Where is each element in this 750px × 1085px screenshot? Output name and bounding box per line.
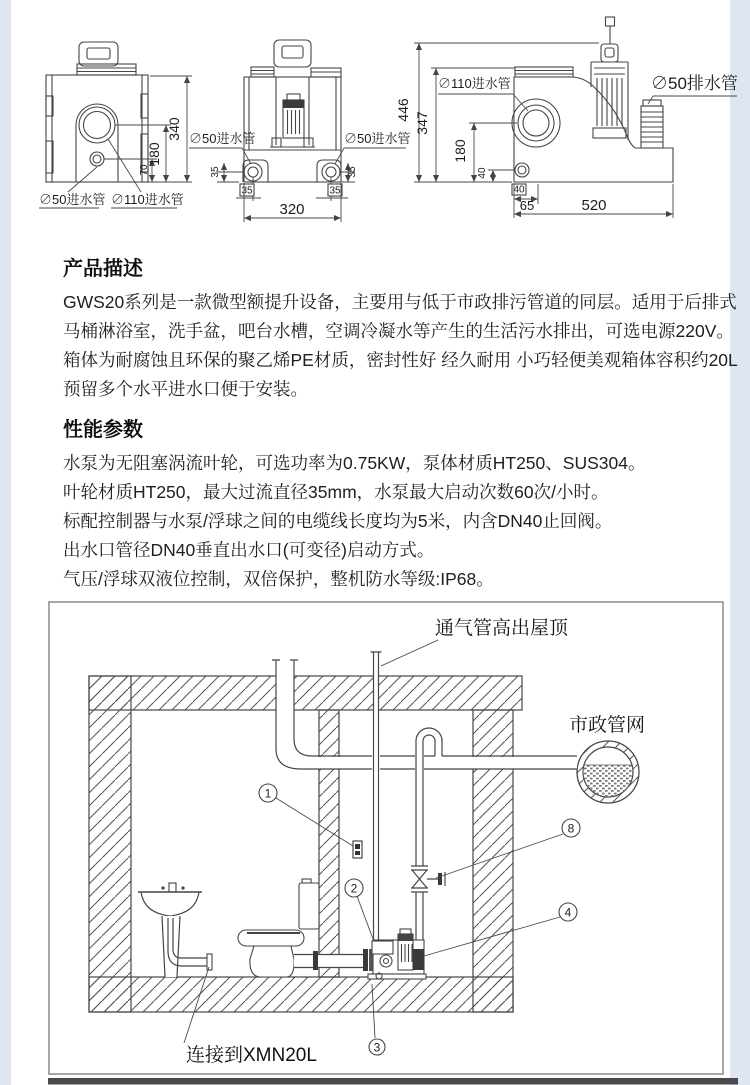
dim-347: 347 xyxy=(414,111,430,135)
municipal-pipe xyxy=(577,741,639,803)
label-municipal-network: 市政管网 xyxy=(569,715,646,736)
middle-wall xyxy=(319,710,339,977)
parameter-line: 气压/浮球双液位控制，双倍保护，整机防水等级:IP68。 xyxy=(63,569,494,589)
toilet-cistern xyxy=(299,883,319,929)
tank-body xyxy=(244,77,341,182)
installation-diagram xyxy=(11,598,750,1085)
section-title-parameters: 性能参数 xyxy=(63,419,143,441)
side-view-drawing xyxy=(395,17,738,218)
technical-drawings xyxy=(11,0,750,245)
tank-handle xyxy=(79,42,118,66)
callout-4: 4 xyxy=(564,905,572,920)
ceiling xyxy=(89,676,522,710)
parameter-line: 水泵为无阻塞涡流叶轮，可选功率为0.75KW，泵体材质HT250、SUS304。 xyxy=(63,453,646,473)
dim-35-left-v: 35 xyxy=(210,166,221,178)
left-wall xyxy=(89,676,131,1012)
dim-65: 65 xyxy=(519,198,535,213)
control-box xyxy=(353,841,362,858)
product-description-section xyxy=(63,252,738,404)
rear-view-drawing xyxy=(189,40,410,222)
dim-40-h: 40 xyxy=(513,184,525,196)
vent-connection xyxy=(372,941,393,954)
parameter-line: 出水口管径DN40垂直出水口(可变径)启动方式。 xyxy=(63,540,435,560)
label-inlet-50-right: ∅50进水管 xyxy=(344,131,411,146)
performance-parameters-section xyxy=(63,413,731,594)
toilet-base xyxy=(250,946,294,977)
callout-2: 2 xyxy=(350,881,358,896)
pump-handle xyxy=(601,44,618,62)
discharge-riser-pipe xyxy=(415,741,424,951)
callout-1: 1 xyxy=(264,786,272,801)
discharge-connection xyxy=(413,949,424,970)
description-line: GWS20系列是一款微型额提升设备，主要用与低于市政排污管道的同层。适用于后排式 xyxy=(63,292,737,312)
label-inlet-50-left: ∅50进水管 xyxy=(189,131,256,146)
label-connect-xmn20l: 连接到XMN20L xyxy=(186,1045,317,1066)
floor xyxy=(89,977,513,1012)
callout-8: 8 xyxy=(567,821,575,836)
parameter-line: 叶轮材质HT250，最大过流直径35mm，水泵最大启动次数60次/小时。 xyxy=(63,482,609,502)
inlet-50-port xyxy=(90,152,104,166)
front-view-drawing xyxy=(39,42,192,208)
label-inlet-110: ∅110进水管 xyxy=(111,192,184,207)
cable-gland xyxy=(606,17,615,26)
callout-3: 3 xyxy=(373,1040,381,1055)
description-line: 马桶淋浴室，洗手盆，吧台水槽，空调冷凝水等产生的生活污水排出，可选电源220V。 xyxy=(63,321,734,341)
section-divider-bar xyxy=(48,1078,738,1085)
dim-180: 180 xyxy=(452,139,468,163)
dim-520: 520 xyxy=(581,197,607,214)
dim-320: 320 xyxy=(279,201,305,218)
dim-70: 70 xyxy=(139,164,150,176)
dim-35-right-v: 35 xyxy=(347,166,358,178)
dim-35-right-h: 35 xyxy=(329,185,341,197)
dim-40-v: 40 xyxy=(477,167,488,179)
page-content xyxy=(11,0,738,1085)
right-wall xyxy=(473,710,513,1012)
dim-180: 180 xyxy=(146,142,162,166)
label-vent-pipe: 通气管高出屋顶 xyxy=(435,618,569,639)
inlet-50-port xyxy=(515,163,529,177)
faucet xyxy=(169,883,176,892)
dim-35-left-h: 35 xyxy=(241,185,253,197)
description-line: 箱体为耐腐蚀且环保的聚乙烯PE材质，密封性好 经久耐用 小巧轻便美观箱体容积约20L xyxy=(63,350,738,370)
parameter-line: 标配控制器与水泵/浮球之间的电缆线长度均为5米，内含DN40止回阀。 xyxy=(63,511,613,531)
label-inlet-110: ∅110进水管 xyxy=(438,76,511,91)
dim-446: 446 xyxy=(395,98,411,122)
inlet-110-port xyxy=(79,107,115,143)
label-outlet-50: ∅50排水管 xyxy=(651,74,738,93)
section-title-description: 产品描述 xyxy=(63,258,143,280)
dim-340: 340 xyxy=(166,117,182,141)
tank-handle xyxy=(274,40,311,67)
label-inlet-50: ∅50进水管 xyxy=(39,192,106,207)
description-line: 预留多个水平进水口便于安装。 xyxy=(63,379,308,399)
